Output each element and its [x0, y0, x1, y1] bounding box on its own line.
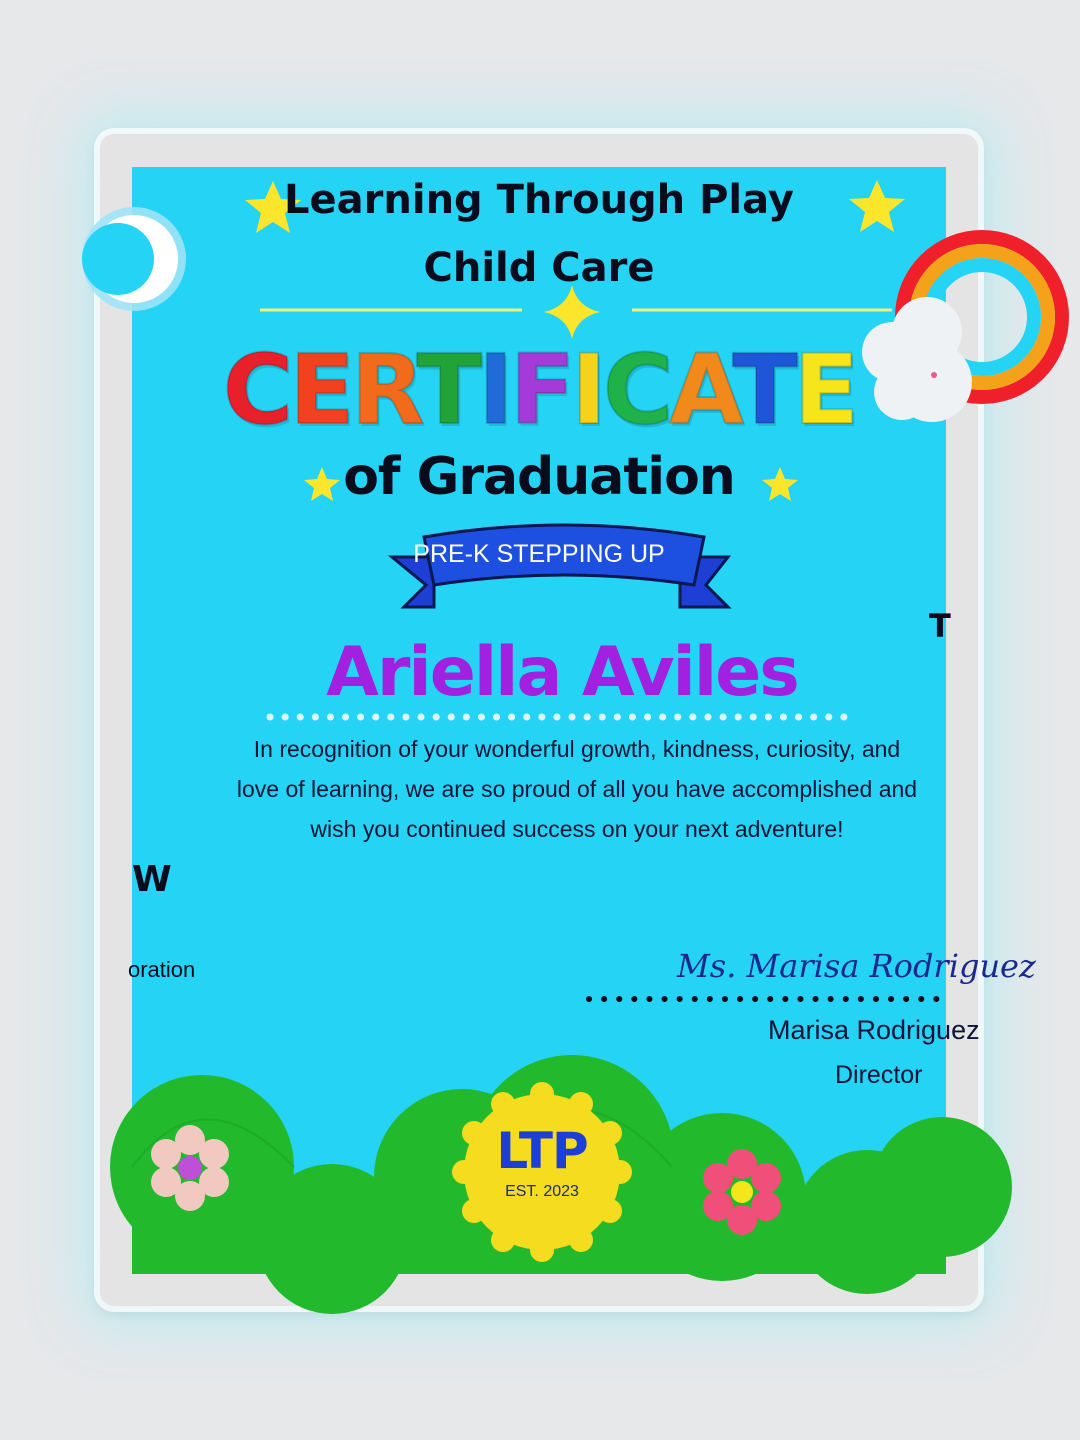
sparkle-icon — [544, 285, 600, 339]
title-letter: C — [602, 334, 670, 446]
title-letter: F — [509, 334, 572, 446]
school-name-line2: Child Care — [423, 245, 655, 291]
certificate — [128, 167, 1036, 1274]
seal-established: EST. 2023 — [505, 1183, 579, 1200]
recognition-message: In recognition of your wonderful growth, kindness, curiosity, and love of learning, we are so proud of all you have accomplished and wish you continued success on your next adventure! — [236, 736, 918, 842]
signer-name: Marisa Rodriguez — [768, 1015, 980, 1045]
certificate-title — [132, 335, 946, 445]
title-letter: C — [222, 334, 290, 446]
title-letter: A — [669, 334, 733, 446]
title-letter: I — [571, 334, 603, 446]
student-name: Ariella Aviles — [326, 633, 798, 712]
partial-text-bottom-left: oration — [128, 957, 196, 982]
school-name-line1: Learning Through Play — [284, 177, 794, 223]
title-letter: T — [416, 334, 478, 446]
title-letter: T — [732, 334, 794, 446]
title-letter: R — [350, 334, 417, 446]
title-letter: E — [289, 334, 351, 446]
signer-title: Director — [835, 1061, 923, 1089]
title-letter: E — [793, 334, 856, 446]
title-letter: I — [477, 334, 510, 446]
partial-text-right: T — [929, 607, 951, 645]
seal-initials: LTP — [496, 1122, 588, 1180]
director-signature: Ms. Marisa Rodriguez — [677, 947, 1036, 985]
program-ribbon-label: PRE-K STEPPING UP — [413, 540, 665, 568]
partial-text-left: W — [132, 859, 172, 900]
certificate-subtitle: of Graduation — [343, 447, 735, 507]
